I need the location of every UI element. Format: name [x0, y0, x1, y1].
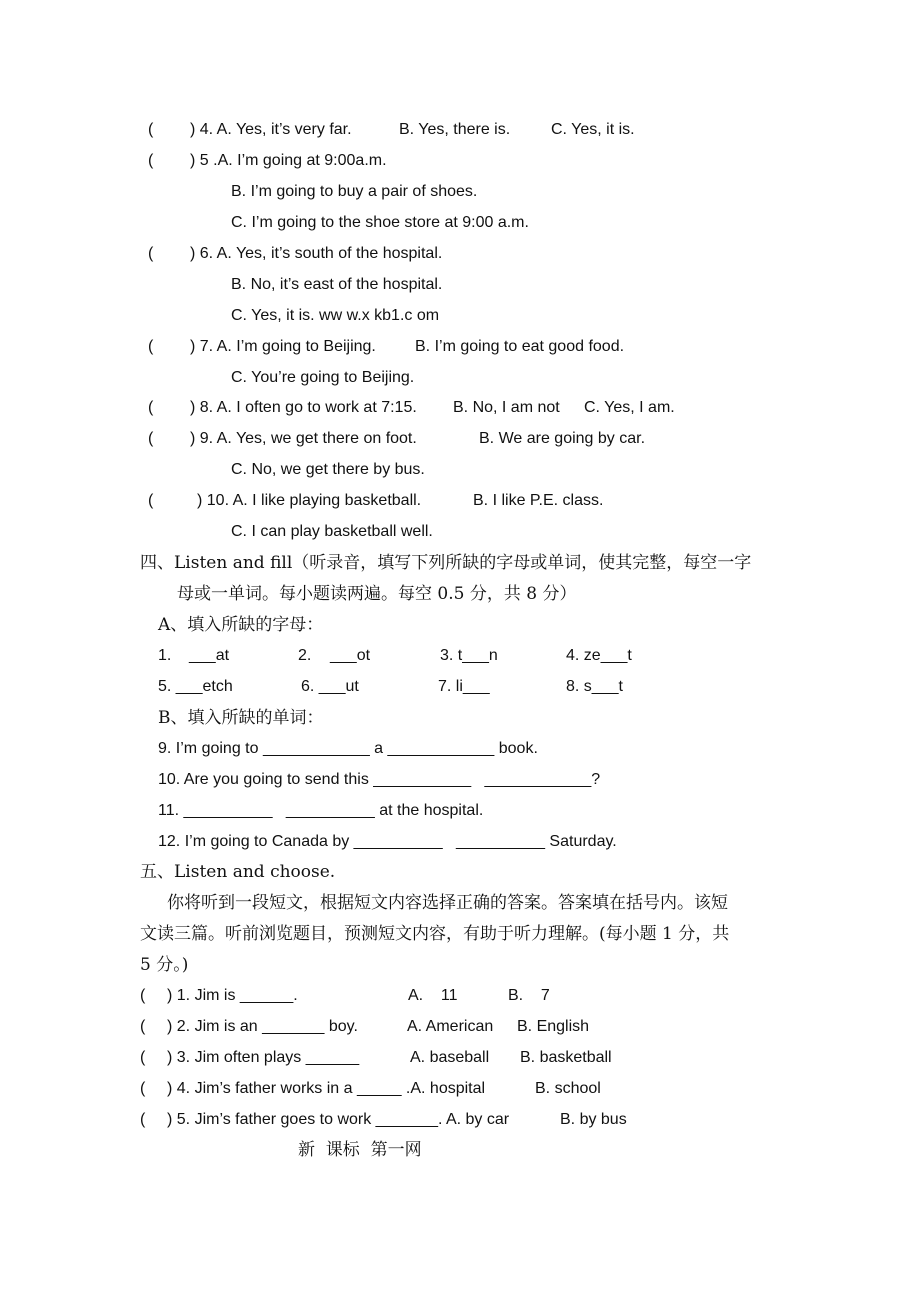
- text-line: 四、Listen and fill（听录音，填写下列所缺的字母或单词，使其完整，每空一字: [140, 553, 752, 573]
- text-line: 12. I’m going to Canada by __________ __________ Saturday.: [158, 833, 617, 850]
- text-line: ) 8. A. I often go to work at 7:15.: [190, 399, 417, 416]
- text-line: 5 分。): [140, 955, 189, 975]
- answer-bracket: (: [148, 121, 154, 138]
- text-line: ) 1. Jim is ______.: [167, 987, 298, 1004]
- text-line: B. Yes, there is.: [399, 121, 511, 138]
- text-line: C. I can play basketball well.: [231, 523, 433, 540]
- answer-bracket: (: [140, 1018, 146, 1035]
- text-line: 4. ze___t: [566, 647, 632, 664]
- answer-bracket: (: [148, 152, 154, 169]
- answer-bracket: (: [140, 1049, 146, 1066]
- text-line: 母或一单词。每小题读两遍。每空 0.5 分，共 8 分）: [177, 584, 577, 604]
- text-line: 8. s___t: [566, 678, 623, 695]
- text-line: 3. t___n: [440, 647, 498, 664]
- text-line: 新 课标 第一网: [298, 1140, 422, 1160]
- answer-bracket: (: [148, 338, 154, 355]
- text-line: ) 4. A. Yes, it’s very far.: [190, 121, 352, 138]
- answer-bracket: (: [148, 430, 154, 447]
- text-line: ) 9. A. Yes, we get there on foot.: [190, 430, 417, 447]
- text-line: ) 3. Jim often plays ______: [167, 1049, 360, 1066]
- text-line: 6. ___ut: [301, 678, 359, 695]
- answer-bracket: (: [140, 987, 146, 1004]
- answer-bracket: (: [148, 245, 154, 262]
- text-line: ) 6. A. Yes, it’s south of the hospital.: [190, 245, 443, 262]
- text-line: ___ot: [330, 647, 371, 664]
- text-line: C. Yes, I am.: [584, 399, 675, 416]
- text-line: ___at: [189, 647, 230, 664]
- text-line: 9. I’m going to ____________ a ____________ book.: [158, 740, 538, 757]
- text-line: 文读三篇。听前浏览题目，预测短文内容，有助于听力理解。(每小题 1 分，共: [140, 924, 730, 944]
- text-line: B、填入所缺的单词：: [158, 708, 324, 728]
- text-line: B. I’m going to eat good food.: [415, 338, 625, 355]
- text-line: B. 7: [508, 987, 550, 1004]
- text-line: ) 7. A. I’m going to Beijing.: [190, 338, 376, 355]
- text-line: ) 5. Jim’s father goes to work _______. A. by car: [167, 1111, 510, 1128]
- text-line: ) 2. Jim is an _______ boy.: [167, 1018, 358, 1035]
- text-line: 五、Listen and choose.: [140, 862, 336, 882]
- text-line: 你将听到一段短文，根据短文内容选择正确的答案。答案填在括号内。该短: [167, 893, 728, 913]
- text-line: 7. li___: [438, 678, 490, 695]
- text-line: 2.: [298, 647, 312, 664]
- text-line: A. American: [407, 1018, 494, 1035]
- text-line: A、填入所缺的字母：: [158, 615, 324, 635]
- text-line: B. I’m going to buy a pair of shoes.: [231, 183, 478, 200]
- text-line: 1.: [158, 647, 172, 664]
- text-line: 11. __________ __________ at the hospital.: [158, 802, 484, 819]
- text-line: C. Yes, it is.: [551, 121, 635, 138]
- text-line: C. No, we get there by bus.: [231, 461, 425, 478]
- text-line: C. Yes, it is. ww w.x kb1.c om: [231, 307, 440, 324]
- text-line: B. by bus: [560, 1111, 627, 1128]
- text-line: ) 10. A. I like playing basketball.: [197, 492, 422, 509]
- text-line: A. 11: [408, 987, 458, 1004]
- text-line: 5. ___etch: [158, 678, 233, 695]
- text-line: B. We are going by car.: [479, 430, 646, 447]
- answer-bracket: (: [140, 1111, 146, 1128]
- text-line: B. No, it’s east of the hospital.: [231, 276, 443, 293]
- answer-bracket: (: [148, 399, 154, 416]
- text-line: B. I like P.E. class.: [473, 492, 604, 509]
- text-line: B. English: [517, 1018, 590, 1035]
- text-line: C. I’m going to the shoe store at 9:00 a.m.: [231, 214, 529, 231]
- text-line: ) 4. Jim’s father works in a _____ .A. hospital: [167, 1080, 486, 1097]
- answer-bracket: (: [148, 492, 154, 509]
- text-line: B. No, I am not: [453, 399, 560, 416]
- text-line: 10. Are you going to send this ___________ ____________?: [158, 771, 601, 788]
- text-line: ) 5 .A. I’m going at 9:00a.m.: [190, 152, 387, 169]
- text-line: C. You’re going to Beijing.: [231, 369, 415, 386]
- text-line: A. baseball: [410, 1049, 490, 1066]
- text-line: B. basketball: [520, 1049, 612, 1066]
- text-line: B. school: [535, 1080, 601, 1097]
- answer-bracket: (: [140, 1080, 146, 1097]
